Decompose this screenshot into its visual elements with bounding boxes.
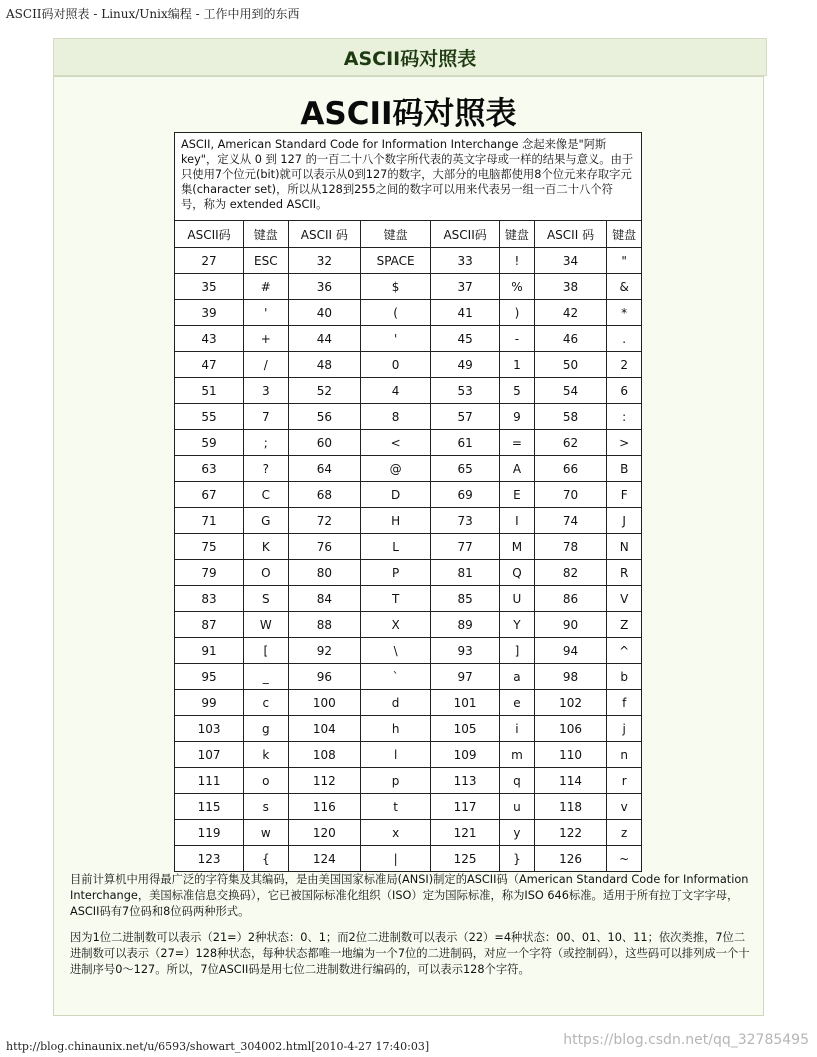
- column-header: 键盘: [607, 221, 642, 248]
- table-row: [175, 534, 642, 560]
- ascii-code-cell: 125: [431, 846, 500, 872]
- key-cell: \: [361, 638, 431, 664]
- ascii-code-cell: 105: [431, 716, 500, 742]
- ascii-code-cell: 43: [175, 326, 244, 352]
- ascii-code-cell: 50: [534, 352, 607, 378]
- ascii-code-cell: 114: [534, 768, 607, 794]
- key-cell: u: [500, 794, 535, 820]
- ascii-code-cell: 111: [175, 768, 244, 794]
- ascii-code-cell: 92: [288, 638, 361, 664]
- key-cell: ;: [244, 430, 288, 456]
- key-cell: :: [607, 404, 642, 430]
- ascii-code-cell: 48: [288, 352, 361, 378]
- key-cell: >: [607, 430, 642, 456]
- key-cell: ': [244, 300, 288, 326]
- key-cell: i: [500, 716, 535, 742]
- column-header: ASCII码: [175, 221, 244, 248]
- ascii-code-cell: 42: [534, 300, 607, 326]
- key-cell: b: [607, 664, 642, 690]
- ascii-code-cell: 87: [175, 612, 244, 638]
- ascii-code-cell: 66: [534, 456, 607, 482]
- ascii-table: [174, 132, 642, 872]
- page-title-bar: ASCII码对照表 - Linux/Unix编程 - 工作中用到的东西: [6, 7, 300, 21]
- ascii-code-cell: 59: [175, 430, 244, 456]
- ascii-code-cell: 103: [175, 716, 244, 742]
- ascii-code-cell: 124: [288, 846, 361, 872]
- ascii-code-cell: 75: [175, 534, 244, 560]
- ascii-code-cell: 33: [431, 248, 500, 274]
- key-cell: 3: [244, 378, 288, 404]
- table-row: [175, 430, 642, 456]
- key-cell: N: [607, 534, 642, 560]
- ascii-code-cell: 77: [431, 534, 500, 560]
- key-cell: d: [361, 690, 431, 716]
- key-cell: $: [361, 274, 431, 300]
- ascii-code-cell: 98: [534, 664, 607, 690]
- key-cell: T: [361, 586, 431, 612]
- key-cell: Z: [607, 612, 642, 638]
- key-cell: t: [361, 794, 431, 820]
- key-cell: SPACE: [361, 248, 431, 274]
- ascii-code-cell: 32: [288, 248, 361, 274]
- key-cell: k: [244, 742, 288, 768]
- key-cell: L: [361, 534, 431, 560]
- key-cell: r: [607, 768, 642, 794]
- ascii-code-cell: 96: [288, 664, 361, 690]
- key-cell: /: [244, 352, 288, 378]
- key-cell: V: [607, 586, 642, 612]
- key-cell: a: [500, 664, 535, 690]
- ascii-code-cell: 101: [431, 690, 500, 716]
- ascii-code-cell: 51: [175, 378, 244, 404]
- key-cell: 2: [607, 352, 642, 378]
- column-header: ASCII码: [431, 221, 500, 248]
- table-header-row: [175, 221, 642, 248]
- key-cell: c: [244, 690, 288, 716]
- ascii-code-cell: 73: [431, 508, 500, 534]
- key-cell: p: [361, 768, 431, 794]
- ascii-code-cell: 118: [534, 794, 607, 820]
- ascii-code-cell: 46: [534, 326, 607, 352]
- key-cell: J: [607, 508, 642, 534]
- key-cell: z: [607, 820, 642, 846]
- ascii-code-cell: 116: [288, 794, 361, 820]
- key-cell: M: [500, 534, 535, 560]
- key-cell: 4: [361, 378, 431, 404]
- table-row: [175, 794, 642, 820]
- column-header: ASCII 码: [288, 221, 361, 248]
- ascii-code-cell: 106: [534, 716, 607, 742]
- key-cell: v: [607, 794, 642, 820]
- ascii-code-cell: 79: [175, 560, 244, 586]
- ascii-code-cell: 69: [431, 482, 500, 508]
- ascii-code-cell: 49: [431, 352, 500, 378]
- key-cell: m: [500, 742, 535, 768]
- ascii-code-cell: 37: [431, 274, 500, 300]
- key-cell: l: [361, 742, 431, 768]
- ascii-code-cell: 82: [534, 560, 607, 586]
- main-title: ASCII码对照表: [300, 96, 517, 132]
- ascii-code-cell: 40: [288, 300, 361, 326]
- ascii-code-cell: 115: [175, 794, 244, 820]
- ascii-code-cell: 120: [288, 820, 361, 846]
- ascii-code-cell: 61: [431, 430, 500, 456]
- key-cell: }: [500, 846, 535, 872]
- key-cell: C: [244, 482, 288, 508]
- notes-paragraph-1: 目前计算机中用得最广泛的字符集及其编码，是由美国国家标准局(ANSI)制定的ASCII码（American Standard Code for Information Interchange，美国标准信息交换码），它已被国际标准化组织（ISO）定为国际标准，称为ISO 646标准。适用于所有拉丁文字字母，ASCII码有7位码和8位码两种形式。: [70, 873, 749, 918]
- key-cell: W: [244, 612, 288, 638]
- column-header: 键盘: [500, 221, 535, 248]
- table-row: [175, 638, 642, 664]
- ascii-code-cell: 85: [431, 586, 500, 612]
- ascii-code-cell: 94: [534, 638, 607, 664]
- ascii-code-cell: 97: [431, 664, 500, 690]
- key-cell: ": [607, 248, 642, 274]
- ascii-code-cell: 99: [175, 690, 244, 716]
- key-cell: [: [244, 638, 288, 664]
- column-header: ASCII 码: [534, 221, 607, 248]
- ascii-code-cell: 60: [288, 430, 361, 456]
- ascii-code-cell: 55: [175, 404, 244, 430]
- ascii-code-cell: 56: [288, 404, 361, 430]
- ascii-code-cell: 119: [175, 820, 244, 846]
- key-cell: P: [361, 560, 431, 586]
- key-cell: 9: [500, 404, 535, 430]
- key-cell: B: [607, 456, 642, 482]
- ascii-code-cell: 38: [534, 274, 607, 300]
- table-row: [175, 690, 642, 716]
- key-cell: |: [361, 846, 431, 872]
- ascii-code-cell: 93: [431, 638, 500, 664]
- key-cell: !: [500, 248, 535, 274]
- ascii-code-cell: 109: [431, 742, 500, 768]
- watermark: https://blog.csdn.net/qq_32785495: [563, 1032, 809, 1048]
- key-cell: E: [500, 482, 535, 508]
- ascii-code-cell: 62: [534, 430, 607, 456]
- key-cell: 7: [244, 404, 288, 430]
- ascii-code-cell: 57: [431, 404, 500, 430]
- key-cell: ~: [607, 846, 642, 872]
- key-cell: h: [361, 716, 431, 742]
- key-cell: =: [500, 430, 535, 456]
- ascii-code-cell: 91: [175, 638, 244, 664]
- notes-paragraph-2: 因为1位二进制数可以表示（21=）2种状态：0、1；而2位二进制数可以表示（22）=4种状态：00、01、10、11；依次类推，7位二进制数可以表示（27=）128种状态，每种状态都唯一地编为一个7位的二进制码，对应一个字符（或控制码），这些码可以排列成一个十进制序号0～127。所以，7位ASCII码是用七位二进制数进行编码的，可以表示128个字符。: [70, 931, 750, 976]
- table-row: [175, 664, 642, 690]
- key-cell: w: [244, 820, 288, 846]
- ascii-code-cell: 64: [288, 456, 361, 482]
- table-row: [175, 508, 642, 534]
- ascii-code-cell: 113: [431, 768, 500, 794]
- key-cell: K: [244, 534, 288, 560]
- ascii-code-cell: 80: [288, 560, 361, 586]
- key-cell: 0: [361, 352, 431, 378]
- table-row: [175, 456, 642, 482]
- key-cell: *: [607, 300, 642, 326]
- key-cell: .: [607, 326, 642, 352]
- key-cell: I: [500, 508, 535, 534]
- key-cell: e: [500, 690, 535, 716]
- ascii-code-cell: 71: [175, 508, 244, 534]
- key-cell: s: [244, 794, 288, 820]
- key-cell: f: [607, 690, 642, 716]
- key-cell: y: [500, 820, 535, 846]
- table-row: [175, 326, 642, 352]
- key-cell: R: [607, 560, 642, 586]
- ascii-code-cell: 72: [288, 508, 361, 534]
- ascii-code-cell: 65: [431, 456, 500, 482]
- key-cell: +: [244, 326, 288, 352]
- ascii-code-cell: 76: [288, 534, 361, 560]
- key-cell: Y: [500, 612, 535, 638]
- ascii-code-cell: 88: [288, 612, 361, 638]
- ascii-code-cell: 41: [431, 300, 500, 326]
- key-cell: q: [500, 768, 535, 794]
- key-cell: D: [361, 482, 431, 508]
- table-row: [175, 716, 642, 742]
- footer-url: http://blog.chinaunix.net/u/6593/showart_304002.html[2010-4-27 17:40:03]: [6, 1040, 430, 1053]
- ascii-code-cell: 83: [175, 586, 244, 612]
- ascii-code-cell: 67: [175, 482, 244, 508]
- ascii-code-cell: 122: [534, 820, 607, 846]
- key-cell: H: [361, 508, 431, 534]
- ascii-code-cell: 45: [431, 326, 500, 352]
- ascii-code-cell: 104: [288, 716, 361, 742]
- key-cell: F: [607, 482, 642, 508]
- key-cell: (: [361, 300, 431, 326]
- key-cell: g: [244, 716, 288, 742]
- table-row: [175, 560, 642, 586]
- ascii-code-cell: 35: [175, 274, 244, 300]
- key-cell: 1: [500, 352, 535, 378]
- table-row: [175, 300, 642, 326]
- section-header: ASCII码对照表: [53, 38, 767, 76]
- key-cell: <: [361, 430, 431, 456]
- ascii-code-cell: 68: [288, 482, 361, 508]
- ascii-code-cell: 70: [534, 482, 607, 508]
- key-cell: A: [500, 456, 535, 482]
- ascii-code-cell: 117: [431, 794, 500, 820]
- table-row: [175, 768, 642, 794]
- key-cell: 8: [361, 404, 431, 430]
- key-cell: ]: [500, 638, 535, 664]
- key-cell: 5: [500, 378, 535, 404]
- ascii-code-cell: 95: [175, 664, 244, 690]
- ascii-code-cell: 44: [288, 326, 361, 352]
- key-cell: `: [361, 664, 431, 690]
- key-cell: -: [500, 326, 535, 352]
- ascii-code-cell: 112: [288, 768, 361, 794]
- ascii-code-cell: 47: [175, 352, 244, 378]
- ascii-code-cell: 54: [534, 378, 607, 404]
- ascii-code-cell: 90: [534, 612, 607, 638]
- ascii-code-cell: 107: [175, 742, 244, 768]
- key-cell: o: [244, 768, 288, 794]
- ascii-code-cell: 123: [175, 846, 244, 872]
- key-cell: ^: [607, 638, 642, 664]
- ascii-code-cell: 126: [534, 846, 607, 872]
- ascii-code-cell: 52: [288, 378, 361, 404]
- key-cell: _: [244, 664, 288, 690]
- ascii-code-cell: 81: [431, 560, 500, 586]
- key-cell: j: [607, 716, 642, 742]
- key-cell: S: [244, 586, 288, 612]
- key-cell: 6: [607, 378, 642, 404]
- column-header: 键盘: [244, 221, 288, 248]
- ascii-code-cell: 78: [534, 534, 607, 560]
- column-header: 键盘: [361, 221, 431, 248]
- ascii-code-cell: 86: [534, 586, 607, 612]
- ascii-code-cell: 89: [431, 612, 500, 638]
- key-cell: O: [244, 560, 288, 586]
- ascii-code-cell: 108: [288, 742, 361, 768]
- ascii-code-cell: 74: [534, 508, 607, 534]
- ascii-code-cell: 110: [534, 742, 607, 768]
- table-row: [175, 612, 642, 638]
- key-cell: {: [244, 846, 288, 872]
- ascii-code-cell: 39: [175, 300, 244, 326]
- ascii-code-cell: 36: [288, 274, 361, 300]
- key-cell: %: [500, 274, 535, 300]
- key-cell: x: [361, 820, 431, 846]
- key-cell: X: [361, 612, 431, 638]
- ascii-code-cell: 63: [175, 456, 244, 482]
- table-row: [175, 274, 642, 300]
- ascii-code-cell: 53: [431, 378, 500, 404]
- key-cell: &: [607, 274, 642, 300]
- key-cell: ESC: [244, 248, 288, 274]
- key-cell: n: [607, 742, 642, 768]
- key-cell: @: [361, 456, 431, 482]
- ascii-code-cell: 58: [534, 404, 607, 430]
- table-row: [175, 846, 642, 872]
- ascii-code-cell: 34: [534, 248, 607, 274]
- key-cell: ?: [244, 456, 288, 482]
- table-row: [175, 742, 642, 768]
- key-cell: Q: [500, 560, 535, 586]
- ascii-code-cell: 121: [431, 820, 500, 846]
- key-cell: G: [244, 508, 288, 534]
- table-row: [175, 820, 642, 846]
- table-row: [175, 586, 642, 612]
- ascii-code-cell: 27: [175, 248, 244, 274]
- intro-text: ASCII, American Standard Code for Information Interchange 念起来像是"阿斯key"，定义从 0 到 127 的一百二十八个数字所代表的英文字母或一样的结果与意义。由于只使用7个位元(bit)就可以表示从0到127的数字，大部分的电脑都使用8个位元来存取字元集(character set)，所以从128到255之间的数字可以用来代表另一组一百二十八个符号，称为 extended ASCII。: [175, 133, 642, 221]
- table-row: [175, 248, 642, 274]
- key-cell: ': [361, 326, 431, 352]
- ascii-code-cell: 84: [288, 586, 361, 612]
- key-cell: U: [500, 586, 535, 612]
- table-row: [175, 404, 642, 430]
- ascii-code-cell: 102: [534, 690, 607, 716]
- ascii-code-cell: 100: [288, 690, 361, 716]
- table-row: [175, 352, 642, 378]
- key-cell: ): [500, 300, 535, 326]
- table-row: [175, 482, 642, 508]
- notes-section: [70, 872, 750, 988]
- key-cell: #: [244, 274, 288, 300]
- table-row: [175, 378, 642, 404]
